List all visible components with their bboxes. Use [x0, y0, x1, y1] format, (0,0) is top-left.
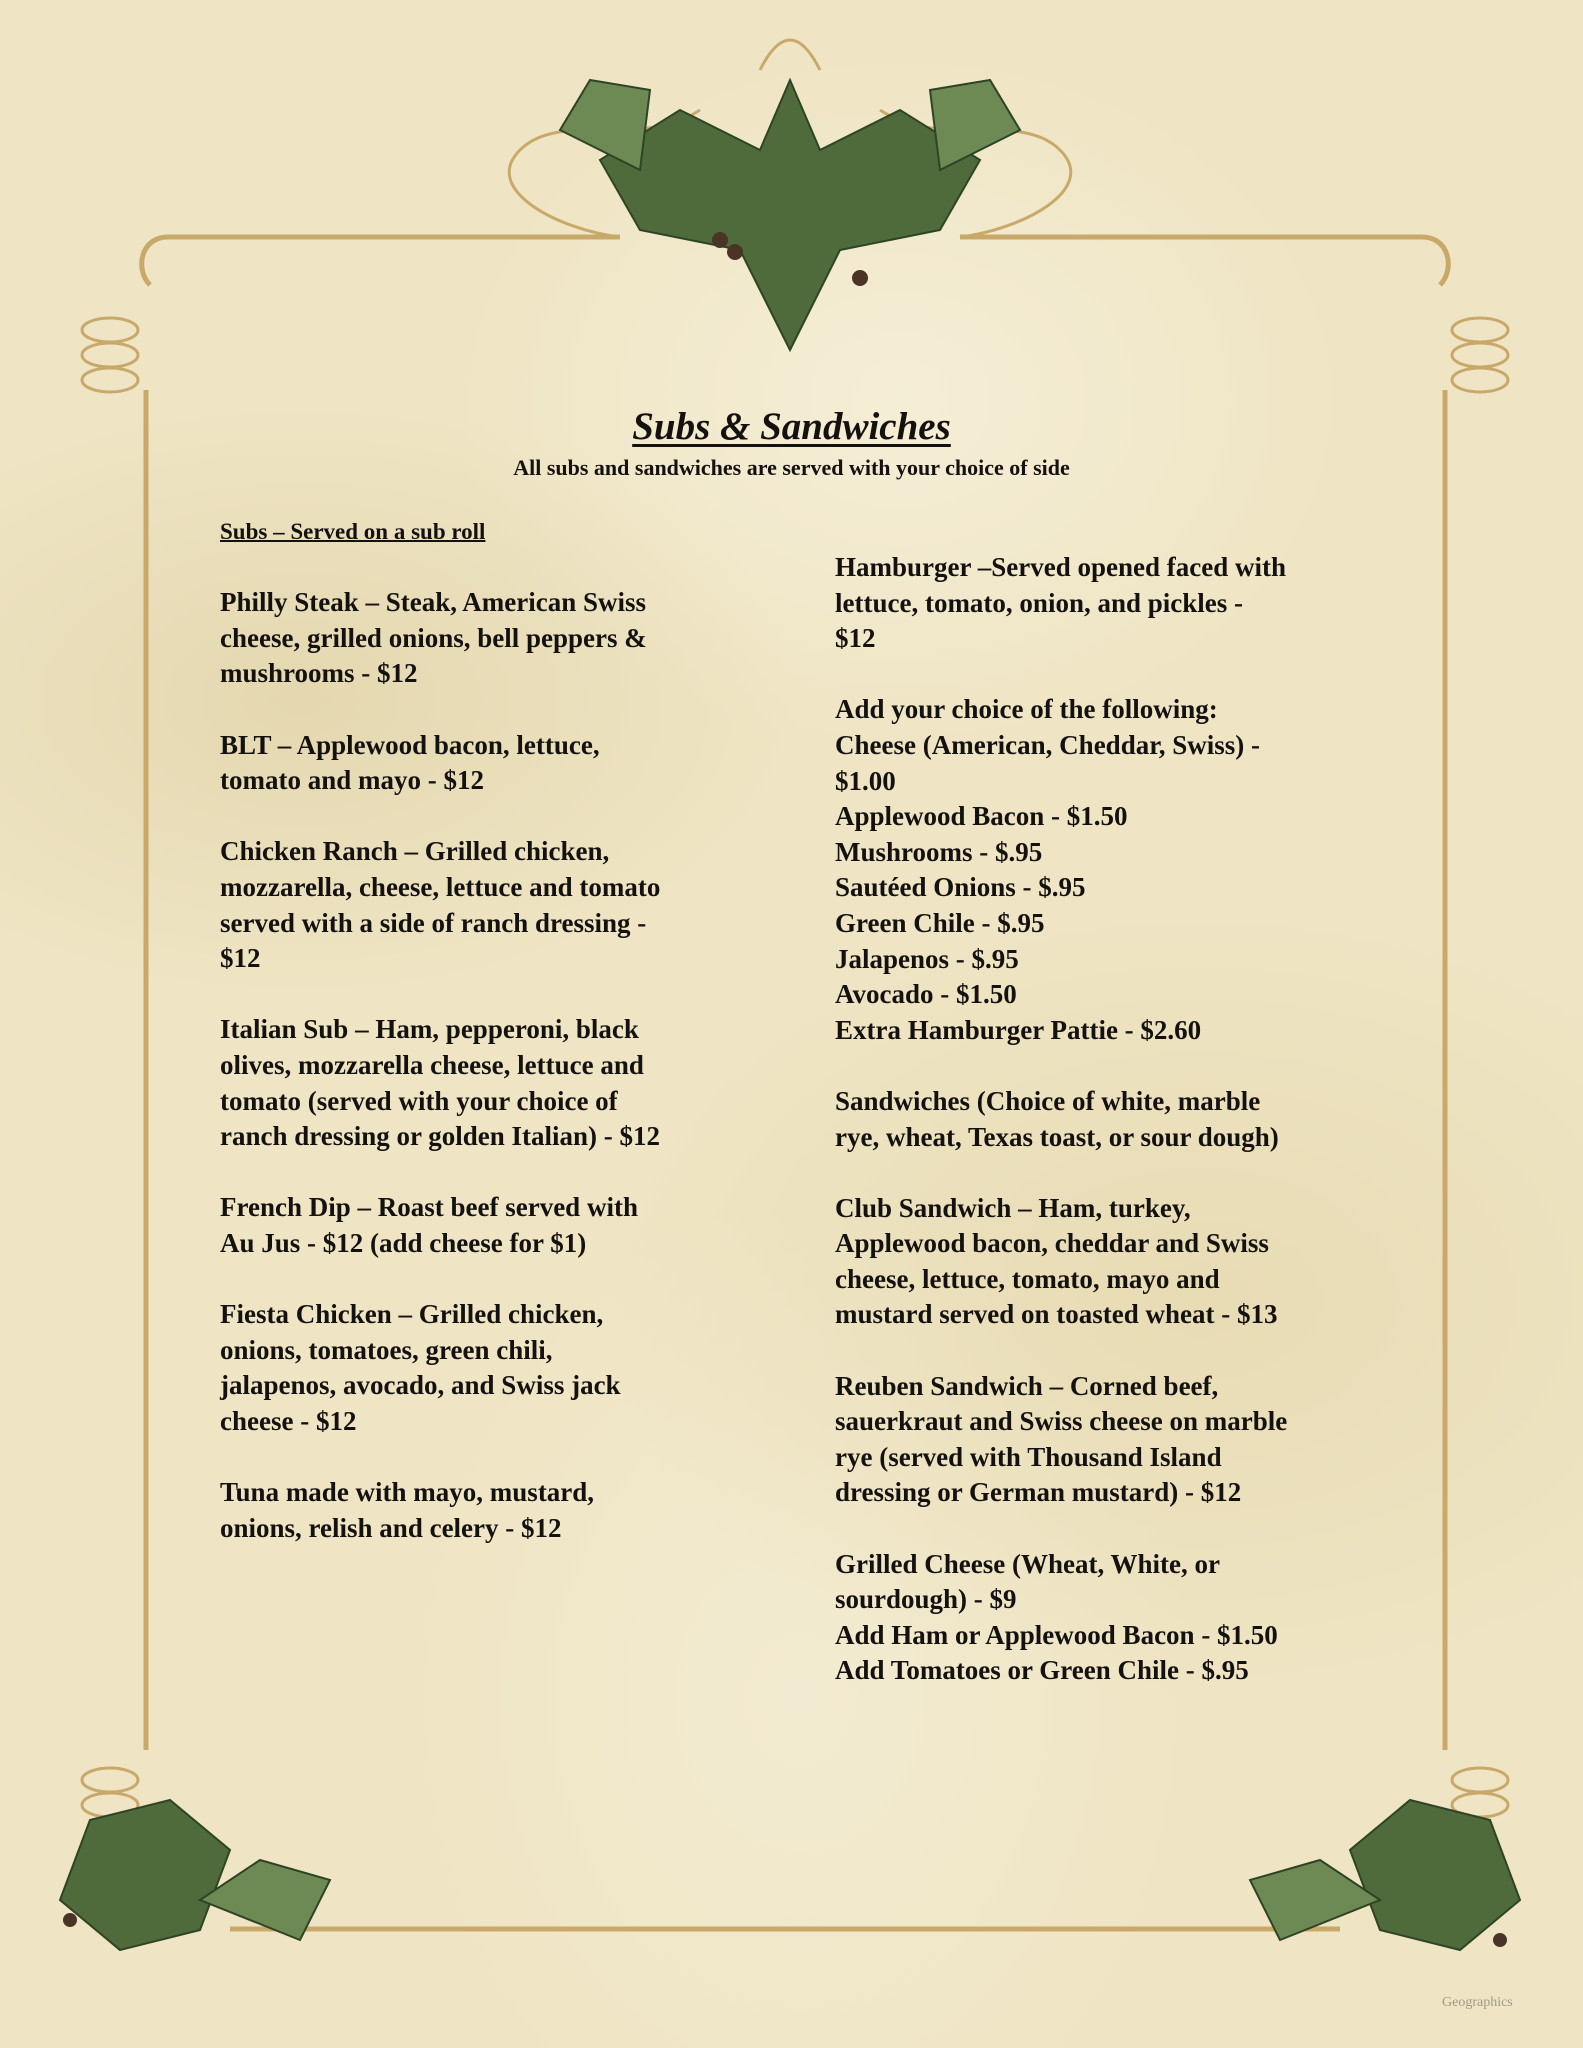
spacer	[220, 1261, 660, 1297]
menu-item-line: French Dip – Roast beef served with	[220, 1192, 638, 1223]
menu-item-line: Mushrooms - $.95	[835, 836, 1043, 867]
scroll-ornament-top-left	[82, 318, 138, 392]
menu-item-line: rye (served with Thousand Island	[835, 1441, 1222, 1472]
spacer	[835, 1511, 1287, 1547]
menu-item-line: Au Jus - $12 (add cheese for $1)	[220, 1227, 587, 1258]
menu-item-line: Tuna made with mayo, mustard,	[220, 1477, 595, 1508]
menu-item-line: served with a side of ranch dressing -	[220, 907, 647, 938]
menu-item-line: tomato (served with your choice of	[220, 1085, 618, 1116]
spacer	[835, 1155, 1287, 1191]
menu-item-line: Sandwiches (Choice of white, marble	[835, 1085, 1261, 1116]
menu-item-line: Jalapenos - $.95	[835, 943, 1019, 974]
menu-item-line: Sautéed Onions - $.95	[835, 872, 1086, 903]
menu-item	[220, 834, 660, 976]
menu-item	[220, 1012, 660, 1154]
menu-item-line: mushrooms - $12	[220, 658, 418, 689]
menu-item	[220, 585, 660, 692]
menu-item-line: onions, tomatoes, green chili,	[220, 1334, 553, 1365]
spacer	[220, 1439, 660, 1475]
menu-item	[220, 1475, 660, 1546]
spacer	[220, 692, 660, 728]
menu-item-line: $1.00	[835, 765, 896, 796]
menu-item-line: Reuben Sandwich – Corned beef,	[835, 1370, 1219, 1401]
menu-item-line: Applewood bacon, cheddar and Swiss	[835, 1228, 1269, 1259]
menu-item-line: $12	[835, 623, 876, 654]
page-subtitle: All subs and sandwiches are served with your choice of side	[513, 455, 1070, 480]
menu-item-line: rye, wheat, Texas toast, or sour dough)	[835, 1121, 1279, 1152]
menu-item-line: sourdough) - $9	[835, 1584, 1017, 1615]
menu-item-line: dressing or German mustard) - $12	[835, 1477, 1242, 1508]
menu-item	[220, 1297, 660, 1439]
spacer	[835, 1333, 1287, 1369]
menu-item-line: Club Sandwich – Ham, turkey,	[835, 1192, 1191, 1223]
menu-item-line: jalapenos, avocado, and Swiss jack	[220, 1370, 621, 1401]
spacer	[220, 1155, 660, 1191]
menu-item-line: olives, mozzarella cheese, lettuce and	[220, 1049, 644, 1080]
menu-item-line: ranch dressing or golden Italian) - $12	[220, 1121, 661, 1152]
menu-item-line: Applewood Bacon - $1.50	[835, 801, 1128, 832]
menu-item-line: tomato and mayo - $12	[220, 765, 484, 796]
spacer	[220, 977, 660, 1013]
menu-item-line: lettuce, tomato, onion, and pickles -	[835, 587, 1243, 618]
menu-item-line: Green Chile - $.95	[835, 907, 1045, 938]
menu-item-line: mozzarella, cheese, lettuce and tomato	[220, 871, 661, 902]
spacer	[220, 550, 660, 586]
menu-item-line: Extra Hamburger Pattie - $2.60	[835, 1014, 1202, 1045]
menu-item-line: Add your choice of the following:	[835, 694, 1218, 725]
menu-item	[220, 1190, 660, 1261]
menu-item-line: Italian Sub – Ham, pepperoni, black	[220, 1014, 639, 1045]
spacer	[220, 799, 660, 835]
menu-item-line: Chicken Ranch – Grilled chicken,	[220, 836, 610, 867]
menu-item-line: cheese - $12	[220, 1405, 357, 1436]
menu-item-line: Avocado - $1.50	[835, 979, 1017, 1010]
spacer	[835, 1048, 1287, 1084]
menu-item-line: Hamburger –Served opened faced with	[835, 552, 1286, 582]
subs-heading: Subs – Served on a sub roll	[220, 519, 486, 544]
menu-item-line: $12	[220, 943, 261, 974]
menu-item-line: mustard served on toasted wheat - $13	[835, 1299, 1278, 1330]
page-title	[0, 404, 1583, 449]
menu-item-line: cheese, grilled onions, bell peppers &	[220, 622, 647, 653]
menu-item	[835, 692, 1287, 1048]
publisher-credit: Geographics	[1442, 1995, 1513, 2010]
menu-item-line: onions, relish and celery - $12	[220, 1512, 562, 1543]
menu-item	[835, 1369, 1287, 1511]
menu-item-line: Philly Steak – Steak, American Swiss	[220, 587, 647, 618]
menu-item-line: sauerkraut and Swiss cheese on marble	[835, 1406, 1288, 1437]
menu-item-line: Add Ham or Applewood Bacon - $1.50	[835, 1619, 1278, 1650]
subs-column	[220, 514, 660, 1546]
sandwiches-column	[835, 550, 1287, 1689]
spacer	[835, 657, 1287, 693]
menu-item-line: cheese, lettuce, tomato, mayo and	[835, 1263, 1220, 1294]
menu-item	[835, 550, 1287, 657]
page-title-text: Subs & Sandwiches	[632, 405, 951, 448]
menu-item	[835, 1084, 1287, 1155]
menu-item	[835, 1547, 1287, 1689]
menu-item	[220, 728, 660, 799]
menu-item	[835, 1191, 1287, 1333]
menu-item-line: Grilled Cheese (Wheat, White, or	[835, 1548, 1220, 1579]
menu-item-line: Fiesta Chicken – Grilled chicken,	[220, 1299, 604, 1330]
menu-item-line: BLT – Applewood bacon, lettuce,	[220, 729, 600, 760]
menu-item-line: Cheese (American, Cheddar, Swiss) -	[835, 729, 1260, 760]
menu-item-line: Add Tomatoes or Green Chile - $.95	[835, 1655, 1249, 1686]
